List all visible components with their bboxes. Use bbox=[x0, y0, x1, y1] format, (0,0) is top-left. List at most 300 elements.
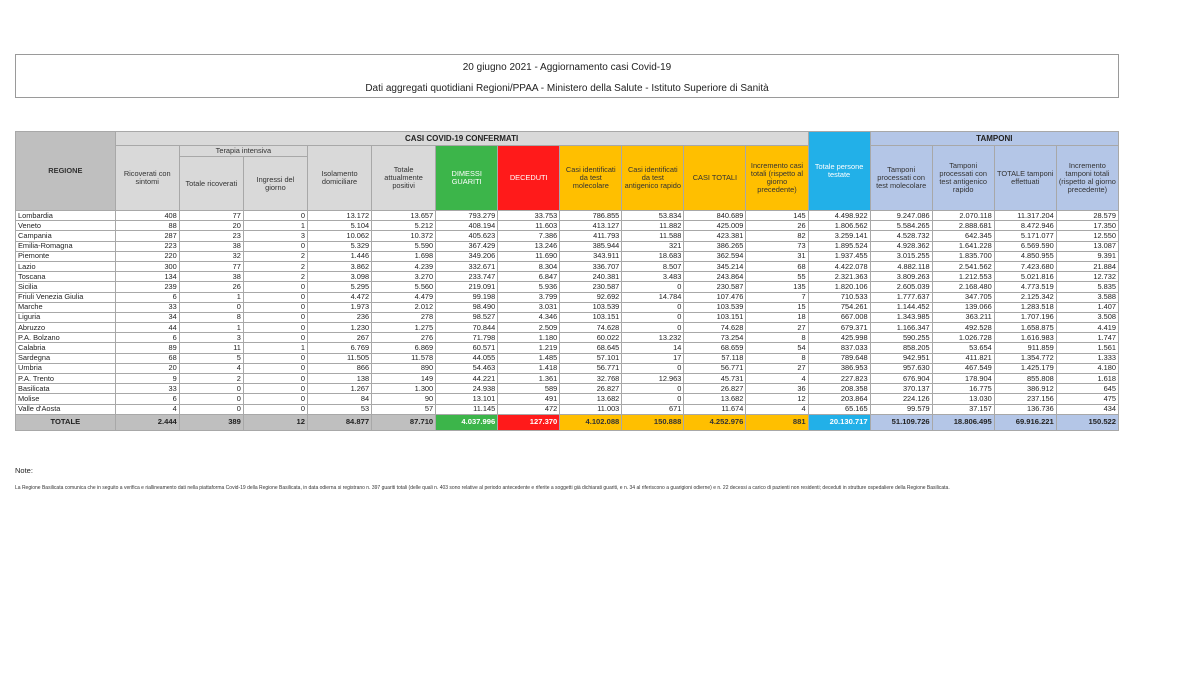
total-cell: 84.877 bbox=[307, 414, 371, 430]
table-cell: 5.171.077 bbox=[994, 231, 1056, 241]
table-cell: 11.317.204 bbox=[994, 211, 1056, 221]
total-deceduti-cell: 127.370 bbox=[498, 414, 560, 430]
table-cell: 2.605.039 bbox=[870, 282, 932, 292]
table-cell: 866 bbox=[307, 363, 371, 373]
table-cell: 99.579 bbox=[870, 404, 932, 414]
table-cell: 11.578 bbox=[372, 353, 436, 363]
table-cell: 178.904 bbox=[932, 374, 994, 384]
casi-antigenico-header: Casi identificati da test antigenico rapido bbox=[622, 146, 684, 211]
table-cell: 1.616.983 bbox=[994, 333, 1056, 343]
table-cell: 68 bbox=[115, 353, 179, 363]
table-cell: 367.429 bbox=[436, 241, 498, 251]
table-cell: 793.279 bbox=[436, 211, 498, 221]
region-name-cell: Abruzzo bbox=[16, 323, 116, 333]
table-cell: 139.066 bbox=[932, 302, 994, 312]
table-cell: 230.587 bbox=[560, 282, 622, 292]
table-cell: 855.808 bbox=[994, 374, 1056, 384]
table-cell: 71.798 bbox=[436, 333, 498, 343]
table-cell: 5.329 bbox=[307, 241, 371, 251]
covid-data-table bbox=[15, 131, 1119, 431]
table-cell: 1.618 bbox=[1056, 374, 1118, 384]
casi-molecolare-header: Casi identificati da test molecolare bbox=[560, 146, 622, 211]
table-cell: 53 bbox=[307, 404, 371, 414]
table-cell: 8.472.946 bbox=[994, 221, 1056, 231]
table-cell: 26 bbox=[746, 221, 808, 231]
total-cell: 2.444 bbox=[115, 414, 179, 430]
total-row bbox=[16, 414, 1119, 430]
table-cell: 786.855 bbox=[560, 211, 622, 221]
table-cell: 73 bbox=[746, 241, 808, 251]
table-cell: 1.026.728 bbox=[932, 333, 994, 343]
table-cell: 434 bbox=[1056, 404, 1118, 414]
table-cell: 349.206 bbox=[436, 251, 498, 261]
table-cell: 99.198 bbox=[436, 292, 498, 302]
table-cell: 676.904 bbox=[870, 374, 932, 384]
table-cell: 8 bbox=[179, 312, 243, 322]
table-row bbox=[16, 272, 1119, 282]
table-cell: 203.864 bbox=[808, 394, 870, 404]
table-cell: 32 bbox=[179, 251, 243, 261]
table-cell: 11.603 bbox=[498, 221, 560, 231]
table-cell: 0 bbox=[622, 323, 684, 333]
table-cell: 1.973 bbox=[307, 302, 371, 312]
deceduti-header: DECEDUTI bbox=[498, 146, 560, 211]
table-cell: 0 bbox=[243, 333, 307, 343]
table-cell: 149 bbox=[372, 374, 436, 384]
table-cell: 4.882.118 bbox=[870, 261, 932, 271]
table-cell: 3.015.255 bbox=[870, 251, 932, 261]
table-cell: 11.674 bbox=[684, 404, 746, 414]
table-cell: 53.834 bbox=[622, 211, 684, 221]
table-cell: 1 bbox=[179, 323, 243, 333]
report-header bbox=[15, 54, 1119, 98]
table-cell: 837.033 bbox=[808, 343, 870, 353]
table-cell: 3.270 bbox=[372, 272, 436, 282]
table-cell: 13.682 bbox=[684, 394, 746, 404]
table-cell: 68.645 bbox=[560, 343, 622, 353]
table-cell: 408 bbox=[115, 211, 179, 221]
table-cell: 82 bbox=[746, 231, 808, 241]
total-cell: 69.916.221 bbox=[994, 414, 1056, 430]
table-cell: 13.030 bbox=[932, 394, 994, 404]
table-cell: 92.692 bbox=[560, 292, 622, 302]
table-cell: 3 bbox=[179, 333, 243, 343]
table-cell: 57.118 bbox=[684, 353, 746, 363]
table-row bbox=[16, 251, 1119, 261]
table-cell: 0 bbox=[243, 363, 307, 373]
table-cell: 0 bbox=[243, 353, 307, 363]
table-cell: 77 bbox=[179, 261, 243, 271]
table-cell: 1.777.637 bbox=[870, 292, 932, 302]
table-cell: 300 bbox=[115, 261, 179, 271]
table-cell: 74.628 bbox=[560, 323, 622, 333]
table-cell: 9.247.086 bbox=[870, 211, 932, 221]
table-cell: 472 bbox=[498, 404, 560, 414]
table-cell: 4.528.732 bbox=[870, 231, 932, 241]
region-name-cell: Sardegna bbox=[16, 353, 116, 363]
totale-positivi-header: Totale attualmente positivi bbox=[372, 146, 436, 211]
table-cell: 12.732 bbox=[1056, 272, 1118, 282]
table-cell: 18.683 bbox=[622, 251, 684, 261]
table-cell: 1 bbox=[243, 221, 307, 231]
table-cell: 135 bbox=[746, 282, 808, 292]
table-cell: 84 bbox=[307, 394, 371, 404]
table-cell: 0 bbox=[243, 312, 307, 322]
table-row bbox=[16, 323, 1119, 333]
table-cell: 1 bbox=[179, 292, 243, 302]
table-cell: 8.304 bbox=[498, 261, 560, 271]
region-name-cell: Lazio bbox=[16, 261, 116, 271]
table-cell: 475 bbox=[1056, 394, 1118, 404]
table-cell: 4 bbox=[179, 363, 243, 373]
total-cell: 18.806.495 bbox=[932, 414, 994, 430]
table-cell: 1.425.179 bbox=[994, 363, 1056, 373]
table-cell: 491 bbox=[498, 394, 560, 404]
table-cell: 1.707.196 bbox=[994, 312, 1056, 322]
table-cell: 2.168.480 bbox=[932, 282, 994, 292]
table-row bbox=[16, 312, 1119, 322]
table-cell: 5.295 bbox=[307, 282, 371, 292]
table-cell: 4.419 bbox=[1056, 323, 1118, 333]
region-name-cell: Umbria bbox=[16, 363, 116, 373]
region-name-cell: Marche bbox=[16, 302, 116, 312]
table-cell: 2 bbox=[243, 251, 307, 261]
table-cell: 343.911 bbox=[560, 251, 622, 261]
table-cell: 9.391 bbox=[1056, 251, 1118, 261]
table-cell: 13.172 bbox=[307, 211, 371, 221]
table-cell: 219.091 bbox=[436, 282, 498, 292]
table-cell: 98.527 bbox=[436, 312, 498, 322]
region-name-cell: Friuli Venezia Giulia bbox=[16, 292, 116, 302]
table-cell: 56.771 bbox=[560, 363, 622, 373]
table-cell: 11.003 bbox=[560, 404, 622, 414]
region-name-cell: Valle d'Aosta bbox=[16, 404, 116, 414]
table-cell: 6.847 bbox=[498, 272, 560, 282]
table-cell: 11.505 bbox=[307, 353, 371, 363]
table-cell: 136.736 bbox=[994, 404, 1056, 414]
table-cell: 103.151 bbox=[560, 312, 622, 322]
table-cell: 8 bbox=[746, 333, 808, 343]
table-cell: 4.422.078 bbox=[808, 261, 870, 271]
table-cell: 20 bbox=[179, 221, 243, 231]
table-cell: 413.127 bbox=[560, 221, 622, 231]
table-cell: 70.844 bbox=[436, 323, 498, 333]
table-cell: 89 bbox=[115, 343, 179, 353]
table-cell: 13.232 bbox=[622, 333, 684, 343]
table-cell: 5.104 bbox=[307, 221, 371, 231]
table-cell: 31 bbox=[746, 251, 808, 261]
table-cell: 0 bbox=[243, 394, 307, 404]
table-cell: 17.350 bbox=[1056, 221, 1118, 231]
table-cell: 54 bbox=[746, 343, 808, 353]
table-cell: 5.021.816 bbox=[994, 272, 1056, 282]
total-label: TOTALE bbox=[16, 414, 116, 430]
table-cell: 336.707 bbox=[560, 261, 622, 271]
dimessi-header: DIMESSI GUARITI bbox=[436, 146, 498, 211]
table-cell: 1.446 bbox=[307, 251, 371, 261]
table-cell: 4.346 bbox=[498, 312, 560, 322]
table-cell: 1.835.700 bbox=[932, 251, 994, 261]
table-cell: 4.498.922 bbox=[808, 211, 870, 221]
table-cell: 411.793 bbox=[560, 231, 622, 241]
region-name-cell: P.A. Trento bbox=[16, 374, 116, 384]
total-cell: 150.888 bbox=[622, 414, 684, 430]
table-cell: 0 bbox=[243, 211, 307, 221]
table-row bbox=[16, 292, 1119, 302]
table-cell: 3.483 bbox=[622, 272, 684, 282]
total-cell: 87.710 bbox=[372, 414, 436, 430]
table-cell: 55 bbox=[746, 272, 808, 282]
table-cell: 1.230 bbox=[307, 323, 371, 333]
region-name-cell: Lombardia bbox=[16, 211, 116, 221]
table-cell: 103.539 bbox=[560, 302, 622, 312]
table-cell: 15 bbox=[746, 302, 808, 312]
table-cell: 44 bbox=[115, 323, 179, 333]
table-cell: 423.381 bbox=[684, 231, 746, 241]
table-cell: 12.550 bbox=[1056, 231, 1118, 241]
table-row bbox=[16, 302, 1119, 312]
total-persone-cell: 20.130.717 bbox=[808, 414, 870, 430]
table-cell: 2.125.342 bbox=[994, 292, 1056, 302]
table-cell: 5.590 bbox=[372, 241, 436, 251]
table-cell: 37.157 bbox=[932, 404, 994, 414]
table-cell: 0 bbox=[243, 384, 307, 394]
table-cell: 267 bbox=[307, 333, 371, 343]
table-cell: 34 bbox=[115, 312, 179, 322]
table-cell: 347.705 bbox=[932, 292, 994, 302]
table-cell: 14.784 bbox=[622, 292, 684, 302]
table-cell: 6.869 bbox=[372, 343, 436, 353]
total-dimessi-cell: 4.037.996 bbox=[436, 414, 498, 430]
table-cell: 1.144.452 bbox=[870, 302, 932, 312]
table-cell: 90 bbox=[372, 394, 436, 404]
table-cell: 11.145 bbox=[436, 404, 498, 414]
table-cell: 4.479 bbox=[372, 292, 436, 302]
table-cell: 11.588 bbox=[622, 231, 684, 241]
table-cell: 1.219 bbox=[498, 343, 560, 353]
table-cell: 27 bbox=[746, 323, 808, 333]
table-cell: 223 bbox=[115, 241, 179, 251]
table-cell: 74.628 bbox=[684, 323, 746, 333]
table-cell: 3.588 bbox=[1056, 292, 1118, 302]
table-cell: 1.820.106 bbox=[808, 282, 870, 292]
table-cell: 60.571 bbox=[436, 343, 498, 353]
table-cell: 32.768 bbox=[560, 374, 622, 384]
table-cell: 13.101 bbox=[436, 394, 498, 404]
table-cell: 60.022 bbox=[560, 333, 622, 343]
table-cell: 0 bbox=[179, 404, 243, 414]
tamponi-band-header: TAMPONI bbox=[870, 132, 1118, 146]
table-cell: 2.070.118 bbox=[932, 211, 994, 221]
table-cell: 57.101 bbox=[560, 353, 622, 363]
table-cell: 332.671 bbox=[436, 261, 498, 271]
total-cell: 4.252.976 bbox=[684, 414, 746, 430]
table-cell: 671 bbox=[622, 404, 684, 414]
table-cell: 3.799 bbox=[498, 292, 560, 302]
table-cell: 13.087 bbox=[1056, 241, 1118, 251]
table-cell: 1.343.985 bbox=[870, 312, 932, 322]
table-cell: 4.472 bbox=[307, 292, 371, 302]
report-subtitle: Dati aggregati quotidiani Regioni/PPAA - Ministero della Salute - Istituto Superiore di Sanità bbox=[365, 83, 769, 94]
region-name-cell: Campania bbox=[16, 231, 116, 241]
table-cell: 1.333 bbox=[1056, 353, 1118, 363]
table-cell: 386.912 bbox=[994, 384, 1056, 394]
table-cell: 68 bbox=[746, 261, 808, 271]
table-cell: 4 bbox=[746, 374, 808, 384]
table-cell: 6.769 bbox=[307, 343, 371, 353]
table-cell: 38 bbox=[179, 272, 243, 282]
table-cell: 321 bbox=[622, 241, 684, 251]
table-cell: 4.850.955 bbox=[994, 251, 1056, 261]
table-cell: 1.485 bbox=[498, 353, 560, 363]
table-cell: 911.859 bbox=[994, 343, 1056, 353]
table-cell: 26.827 bbox=[684, 384, 746, 394]
ingressi-giorno-header: Ingressi del giorno bbox=[243, 157, 307, 211]
table-cell: 6 bbox=[115, 394, 179, 404]
region-name-cell: P.A. Bolzano bbox=[16, 333, 116, 343]
isolamento-header: Isolamento domiciliare bbox=[307, 146, 371, 211]
table-cell: 789.648 bbox=[808, 353, 870, 363]
table-cell: 24.938 bbox=[436, 384, 498, 394]
table-cell: 1 bbox=[243, 343, 307, 353]
table-cell: 9 bbox=[115, 374, 179, 384]
table-cell: 1.698 bbox=[372, 251, 436, 261]
table-cell: 27 bbox=[746, 363, 808, 373]
table-cell: 0 bbox=[243, 404, 307, 414]
table-cell: 7.423.680 bbox=[994, 261, 1056, 271]
table-cell: 6.569.590 bbox=[994, 241, 1056, 251]
region-name-cell: Molise bbox=[16, 394, 116, 404]
table-cell: 68.659 bbox=[684, 343, 746, 353]
table-cell: 26 bbox=[179, 282, 243, 292]
incremento-tamponi-header: Incremento tamponi totali (rispetto al giorno precedente) bbox=[1056, 146, 1118, 211]
table-cell: 0 bbox=[243, 282, 307, 292]
table-cell: 590.255 bbox=[870, 333, 932, 343]
table-cell: 3.809.263 bbox=[870, 272, 932, 282]
table-cell: 16.775 bbox=[932, 384, 994, 394]
table-cell: 12 bbox=[746, 394, 808, 404]
table-cell: 858.205 bbox=[870, 343, 932, 353]
table-cell: 0 bbox=[243, 302, 307, 312]
region-name-cell: Piemonte bbox=[16, 251, 116, 261]
table-cell: 57 bbox=[372, 404, 436, 414]
table-cell: 233.747 bbox=[436, 272, 498, 282]
table-cell: 220 bbox=[115, 251, 179, 261]
table-cell: 21.884 bbox=[1056, 261, 1118, 271]
table-cell: 1.275 bbox=[372, 323, 436, 333]
table-cell: 230.587 bbox=[684, 282, 746, 292]
table-cell: 13.682 bbox=[560, 394, 622, 404]
table-cell: 145 bbox=[746, 211, 808, 221]
table-cell: 5.835 bbox=[1056, 282, 1118, 292]
table-cell: 492.528 bbox=[932, 323, 994, 333]
table-cell: 642.345 bbox=[932, 231, 994, 241]
table-cell: 14 bbox=[622, 343, 684, 353]
incremento-casi-header: Incremento casi totali (rispetto al giorno precedente) bbox=[746, 146, 808, 211]
table-cell: 0 bbox=[243, 323, 307, 333]
table-cell: 1.561 bbox=[1056, 343, 1118, 353]
table-cell: 12.963 bbox=[622, 374, 684, 384]
table-cell: 77 bbox=[179, 211, 243, 221]
table-row bbox=[16, 221, 1119, 231]
table-cell: 1.806.562 bbox=[808, 221, 870, 231]
table-cell: 237.156 bbox=[994, 394, 1056, 404]
table-cell: 103.539 bbox=[684, 302, 746, 312]
table-cell: 1.283.518 bbox=[994, 302, 1056, 312]
table-cell: 208.358 bbox=[808, 384, 870, 394]
table-cell: 363.211 bbox=[932, 312, 994, 322]
ricoverati-header: Ricoverati con sintomi bbox=[115, 146, 179, 211]
table-cell: 36 bbox=[746, 384, 808, 394]
table-cell: 239 bbox=[115, 282, 179, 292]
table-cell: 2 bbox=[243, 272, 307, 282]
table-row bbox=[16, 404, 1119, 414]
casi-band-header: CASI COVID-19 CONFERMATI bbox=[115, 132, 808, 146]
tamponi-antigenico-header: Tamponi processati con test antigenico rapido bbox=[932, 146, 994, 211]
table-cell: 1.300 bbox=[372, 384, 436, 394]
table-cell: 3 bbox=[243, 231, 307, 241]
table-cell: 1.418 bbox=[498, 363, 560, 373]
table-cell: 370.137 bbox=[870, 384, 932, 394]
table-cell: 28.579 bbox=[1056, 211, 1118, 221]
table-cell: 754.261 bbox=[808, 302, 870, 312]
table-cell: 107.476 bbox=[684, 292, 746, 302]
table-cell: 7.386 bbox=[498, 231, 560, 241]
region-name-cell: Sicilia bbox=[16, 282, 116, 292]
table-cell: 1.641.228 bbox=[932, 241, 994, 251]
table-cell: 4 bbox=[746, 404, 808, 414]
table-cell: 73.254 bbox=[684, 333, 746, 343]
note-text: La Regione Basilicata comunica che in seguito a verifica e riallineamento dati nella piattaforma Covid-19 della Regione Basilicata, in data odierna si registrano n. 397 guariti totali (delle quali n. 403 sono relative al periodo antecedente e riferite a soggetti già dichiarati guariti, e n. 34 al riferiscono a guarigioni odierne) e n. 22 decessi a carico di pazienti non residenti; deceduti in strutture ospedaliere della Regione Basilicata. bbox=[15, 485, 950, 491]
table-row bbox=[16, 374, 1119, 384]
table-cell: 2.012 bbox=[372, 302, 436, 312]
table-cell: 408.194 bbox=[436, 221, 498, 231]
table-cell: 0 bbox=[179, 302, 243, 312]
table-cell: 54.463 bbox=[436, 363, 498, 373]
table-cell: 4.928.362 bbox=[870, 241, 932, 251]
table-cell: 0 bbox=[179, 384, 243, 394]
table-row bbox=[16, 353, 1119, 363]
table-cell: 3.259.141 bbox=[808, 231, 870, 241]
region-name-cell: Liguria bbox=[16, 312, 116, 322]
table-cell: 11.882 bbox=[622, 221, 684, 231]
table-cell: 411.821 bbox=[932, 353, 994, 363]
table-cell: 278 bbox=[372, 312, 436, 322]
table-cell: 840.689 bbox=[684, 211, 746, 221]
table-cell: 467.549 bbox=[932, 363, 994, 373]
tamponi-molecolare-header: Tamponi processati con test molecolare bbox=[870, 146, 932, 211]
table-cell: 8 bbox=[746, 353, 808, 363]
table-row bbox=[16, 394, 1119, 404]
table-cell: 1.407 bbox=[1056, 302, 1118, 312]
table-row bbox=[16, 333, 1119, 343]
table-cell: 362.594 bbox=[684, 251, 746, 261]
table-cell: 3.862 bbox=[307, 261, 371, 271]
table-row bbox=[16, 261, 1119, 271]
table-cell: 33 bbox=[115, 302, 179, 312]
table-cell: 3.098 bbox=[307, 272, 371, 282]
table-cell: 957.630 bbox=[870, 363, 932, 373]
table-cell: 386.265 bbox=[684, 241, 746, 251]
table-cell: 13.657 bbox=[372, 211, 436, 221]
table-cell: 98.490 bbox=[436, 302, 498, 312]
table-cell: 2.541.562 bbox=[932, 261, 994, 271]
table-row bbox=[16, 343, 1119, 353]
table-cell: 17 bbox=[622, 353, 684, 363]
table-cell: 5.936 bbox=[498, 282, 560, 292]
total-cell: 4.102.088 bbox=[560, 414, 622, 430]
table-cell: 4 bbox=[115, 404, 179, 414]
